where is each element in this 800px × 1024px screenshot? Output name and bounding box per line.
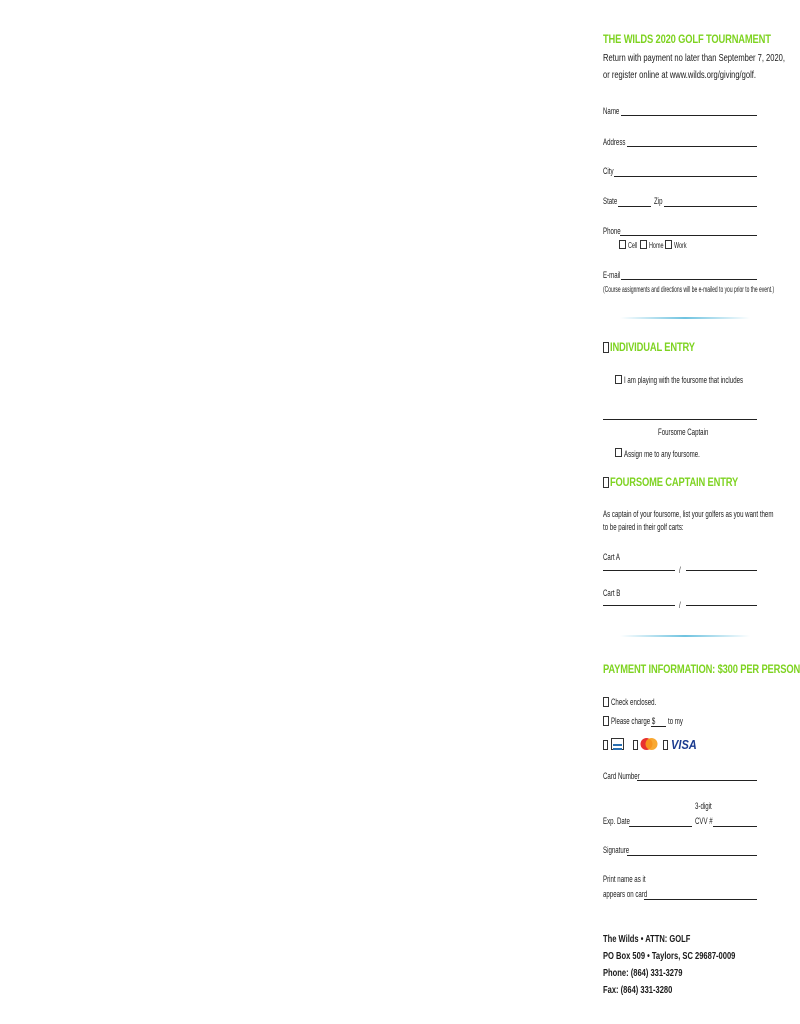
mailing-address: PO Box 509 • Taylors, SC 29687-0009	[603, 950, 736, 962]
intro-line-2: or register online at www.wilds.org/giving/golf.	[603, 69, 756, 81]
foursome-captain-field[interactable]	[603, 419, 757, 420]
foursome-captain-caption: Foursome Captain	[658, 427, 709, 437]
mailing-attn: The Wilds • ATTN: GOLF	[603, 933, 691, 945]
zip-label: Zip	[654, 196, 663, 206]
city-field[interactable]	[614, 176, 757, 177]
section-divider	[620, 317, 750, 319]
state-label: State	[603, 196, 618, 206]
assign-checkbox[interactable]	[615, 448, 622, 457]
exp-date-field[interactable]	[629, 826, 692, 827]
foursome-checkbox[interactable]	[615, 375, 622, 384]
mailing-phone: Phone: (864) 331-3279	[603, 967, 683, 979]
zip-field[interactable]	[664, 206, 757, 207]
email-label: E-mail	[603, 270, 621, 280]
amex-checkbox[interactable]	[603, 740, 608, 750]
cvv-field[interactable]	[713, 826, 757, 827]
mastercard-card-icon	[640, 736, 658, 752]
print-name-label-1: Print name as it	[603, 874, 646, 884]
cart-b-golfer-2[interactable]	[686, 605, 757, 606]
captain-instructions-2: to be paired in their golf carts:	[603, 522, 684, 532]
state-field[interactable]	[618, 206, 651, 207]
cart-b-separator: /	[679, 600, 681, 610]
work-checkbox[interactable]	[665, 240, 672, 249]
assign-option-label: Assign me to any foursome.	[624, 449, 700, 459]
charge-suffix: to my	[668, 716, 683, 726]
form-title: THE WILDS 2020 GOLF TOURNAMENT	[603, 32, 771, 46]
print-name-label-2: appears on card	[603, 889, 648, 899]
captain-entry-heading: FOURSOME CAPTAIN ENTRY	[610, 475, 739, 489]
cvv-label-line-1: 3-digit	[695, 801, 712, 811]
cart-b-label: Cart B	[603, 588, 621, 598]
name-label: Name	[603, 106, 620, 116]
card-number-field[interactable]	[637, 780, 757, 781]
address-field[interactable]	[627, 146, 757, 147]
charge-amount-field[interactable]	[651, 726, 666, 727]
intro-line-1: Return with payment no later than September 7, 2020,	[603, 52, 785, 64]
phone-field[interactable]	[620, 235, 757, 236]
captain-entry-checkbox[interactable]	[603, 477, 609, 488]
check-enclosed-checkbox[interactable]	[603, 697, 609, 707]
phone-label: Phone	[603, 226, 621, 236]
cart-a-separator: /	[679, 565, 681, 575]
work-label: Work	[674, 241, 687, 250]
captain-instructions-1: As captain of your foursome, list your golfers as you want them	[603, 509, 774, 519]
foursome-option-label: I am playing with the foursome that includes	[624, 375, 744, 385]
payment-heading: PAYMENT INFORMATION: $300 PER PERSON	[603, 662, 800, 676]
individual-entry-heading: INDIVIDUAL ENTRY	[610, 340, 695, 354]
city-label: City	[603, 166, 614, 176]
cell-checkbox[interactable]	[619, 240, 626, 249]
exp-date-label: Exp. Date	[603, 816, 630, 826]
mastercard-checkbox[interactable]	[633, 740, 638, 750]
amex-card-icon	[611, 738, 624, 750]
home-label: Home	[649, 241, 664, 250]
visa-logo: VISA	[671, 737, 697, 752]
cart-a-label: Cart A	[603, 552, 621, 562]
cart-a-golfer-1[interactable]	[603, 570, 675, 571]
cell-label: Cell	[628, 241, 638, 250]
individual-entry-checkbox[interactable]	[603, 342, 609, 353]
charge-prefix: Please charge $	[611, 716, 656, 726]
name-field[interactable]	[621, 115, 757, 116]
home-checkbox[interactable]	[640, 240, 647, 249]
email-note: (Course assignments and directions will be e-mailed to you prior to the event.)	[603, 285, 775, 294]
check-enclosed-label: Check enclosed.	[611, 697, 657, 707]
charge-checkbox[interactable]	[603, 716, 609, 726]
email-field[interactable]	[621, 279, 757, 280]
signature-label: Signature	[603, 845, 630, 855]
card-number-label: Card Number	[603, 771, 640, 781]
section-divider	[620, 635, 750, 637]
cvv-label-line-2: CVV #	[695, 816, 713, 826]
signature-field[interactable]	[627, 855, 757, 856]
cart-b-golfer-1[interactable]	[603, 605, 675, 606]
mailing-fax: Fax: (864) 331-3280	[603, 984, 673, 996]
print-name-field[interactable]	[644, 899, 757, 900]
visa-checkbox[interactable]	[663, 740, 668, 750]
address-label: Address	[603, 137, 626, 147]
cart-a-golfer-2[interactable]	[686, 570, 757, 571]
